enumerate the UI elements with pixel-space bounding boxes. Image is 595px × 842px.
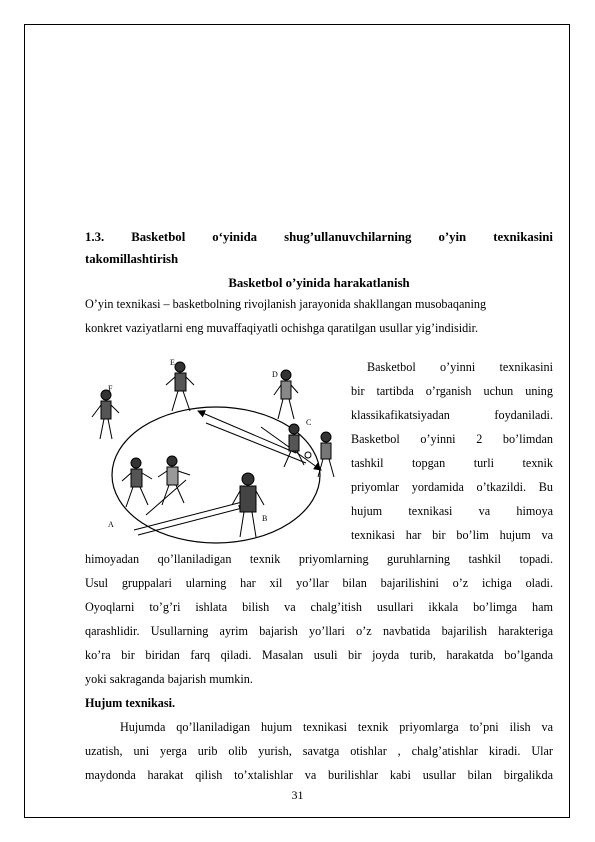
body-line: ko’ra bir biridan farq qiladi. Masalan usuli bir joyda turib, harakatda bo’lganda [85,648,553,662]
player-figure [284,424,311,467]
heading-word: o’yin [438,230,467,244]
body-line: Oyoqlarni to’g’ri ishlata bilish va chalg’itish usullari ikkala bo’limga ham [85,600,553,614]
figure-label: B [262,514,268,523]
page-number: 31 [291,788,304,802]
player-figure [318,432,334,477]
body-line: uzatish, uni yerga urib olib yurish, savatga otishlar , chalg’atishlar kiradi. Ular [85,744,553,758]
body-line: Usul gruppalari ularning har xil yo’llar bilan bajarilishini o’z ichiga oladi. [85,576,553,590]
section-number: 1.3. [85,230,105,244]
figure-label: E [170,358,175,367]
figure-label: C [306,418,312,427]
heading-word: texnikasini [493,230,553,244]
figure-label: F [108,384,113,393]
side-line: hujum texnikasi va himoya [351,504,553,518]
body-line: Hujumda qo’llaniladigan hujum texnikasi texnik priyomlarga to’pni ilish va [120,720,553,734]
body-line: yoki sakraganda bajarish mumkin. [85,672,253,686]
player-figure [92,390,119,439]
side-line: Basketbol o’yinni texnikasini [367,360,553,374]
side-line: tashkil topgan turli texnik [351,456,553,470]
side-line: priyomlar yordamida o’tkazildi. Bu [351,480,553,494]
body-line: maydonda harakat qilish to’xtalishlar va burilishlar kabi usullar bilan birgalikda [85,768,553,782]
side-line: Basketbol o’yinni 2 bo’limdan [351,432,553,446]
player-figure [166,362,194,411]
heading-word: Basketbol [131,230,186,244]
heading-word: o‘yinida [212,230,258,244]
body-line: himoyadan qo’llaniladigan texnik priyomlarning guruhlarning tashkil topadi. [85,552,553,566]
intro-line: O’yin texnikasi – basketbolning rivojlanish jarayonida shakllangan musobaqaning [85,297,487,311]
attack-heading: Hujum texnikasi. [85,696,176,710]
figure-label: A [108,520,114,529]
side-line: klassikafikatsiyadan foydaniladi. [351,408,553,422]
side-line: bir tartibda o’rganish uchun uning [351,384,553,398]
subheading: Basketbol o’yinida harakatlanish [228,276,410,290]
heading-word: shug’ullanuvchilarning [284,230,412,244]
side-line: texnikasi har bir bo’lim hujum va [351,528,553,542]
player-figure [232,473,264,537]
body-line: qarashlidir. Usullarning ayrim bajarish yo’llari o’z navbatida bajarilish harakteriga [85,624,553,638]
heading-line2: takomillashtirish [85,252,179,266]
section-heading [85,226,553,270]
basketball-movement-figure [86,355,346,545]
intro-line: konkret vaziyatlarni eng muvaffaqiyatli ochishga qaratilgan usullar yig’indisidir. [85,321,479,335]
figure-label: D [272,370,278,379]
player-figure [122,458,152,507]
